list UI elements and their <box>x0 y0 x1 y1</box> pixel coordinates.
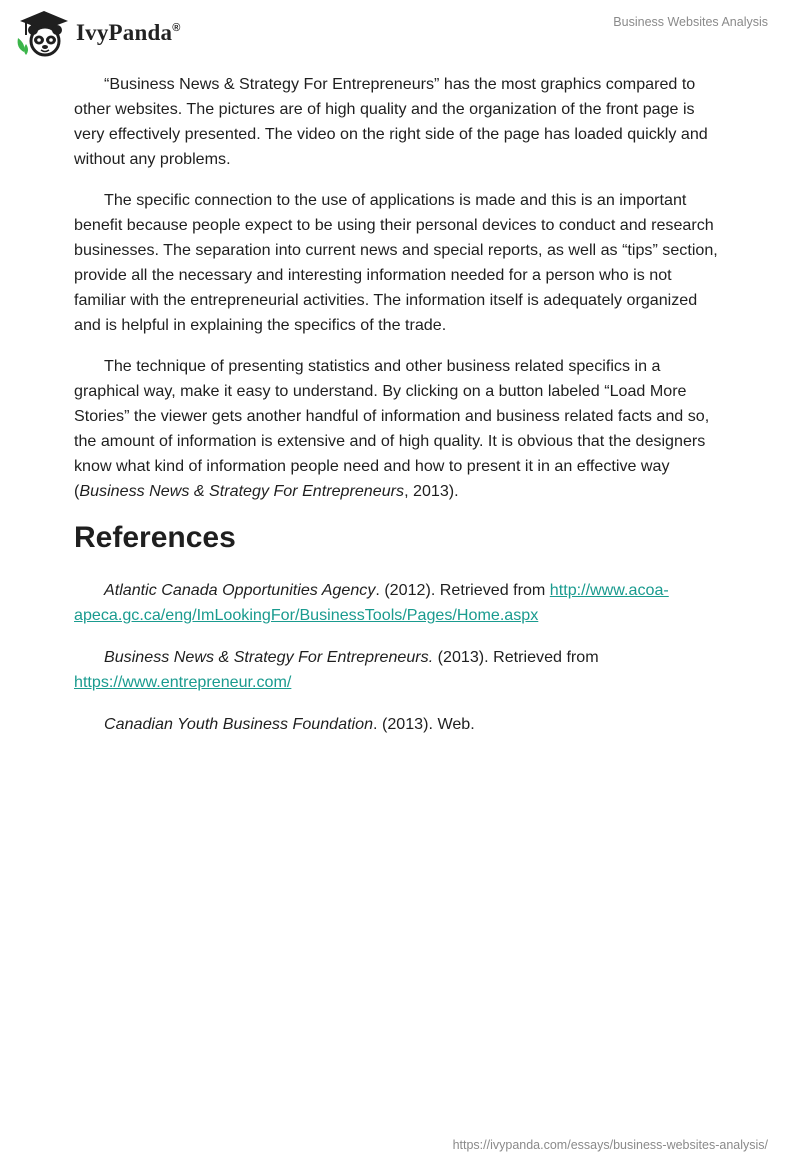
reference-details: (2013). Retrieved from <box>433 648 599 666</box>
reference-details: . (2012). Retrieved from <box>375 581 550 599</box>
paragraph-text: , 2013). <box>404 482 459 500</box>
citation-title: Business News & Strategy For Entrepreneurs <box>79 482 405 500</box>
reference-item <box>74 712 726 737</box>
brand-name <box>76 20 181 46</box>
reference-link[interactable]: http://www.acoa-apeca.gc.ca/eng/ImLookingFor/BusinessTools/Pages/Home.aspx <box>74 581 669 624</box>
reference-title: Canadian Youth Business Foundation <box>104 715 374 733</box>
reference-link[interactable]: https://www.entrepreneur.com/ <box>74 673 292 691</box>
essay-content <box>74 72 726 754</box>
panda-graduate-icon <box>14 8 70 58</box>
ivypanda-logo[interactable] <box>14 8 181 58</box>
page-header <box>0 0 800 66</box>
paragraph-text: The technique of presenting statistics and other business related specifics in a graphical way, make it easy to understand. By clicking on a button labeled “Load More Stories” the viewer gets another handful of information and business related facts and so, the amount of information is extensive and of high quality. It is obvious that the designers know what kind of information people need and how to present it in an effective way ( <box>74 357 710 500</box>
registered-mark: ® <box>172 22 181 34</box>
document-title: Business Websites Analysis <box>613 15 768 29</box>
reference-title: Atlantic Canada Opportunities Agency <box>104 581 376 599</box>
reference-title: Business News & Strategy For Entrepreneurs. <box>104 648 434 666</box>
paragraph <box>74 354 726 504</box>
reference-details: . (2013). Web. <box>373 715 475 733</box>
paragraph: The specific connection to the use of applications is made and this is an important benefit because people expect to be using their personal devices to conduct and research businesses. The separation into current news and special reports, as well as “tips” section, provide all the necessary and interesting information needed for a person who is not familiar with the entrepreneurial activities. The information itself is adequately organized and is helpful in explaining the specifics of the trade. <box>74 191 718 334</box>
brand-text: IvyPanda <box>76 20 173 45</box>
footer-url[interactable]: https://ivypanda.com/essays/business-websites-analysis/ <box>452 1138 768 1152</box>
reference-item <box>74 645 726 695</box>
references-heading: References <box>74 521 236 554</box>
reference-item <box>74 578 726 628</box>
paragraph: “Business News & Strategy For Entrepreneurs” has the most graphics compared to other websites. The pictures are of high quality and the organization of the front page is very effectively presented. The video on the right side of the page has loaded quickly and without any problems. <box>74 75 708 168</box>
